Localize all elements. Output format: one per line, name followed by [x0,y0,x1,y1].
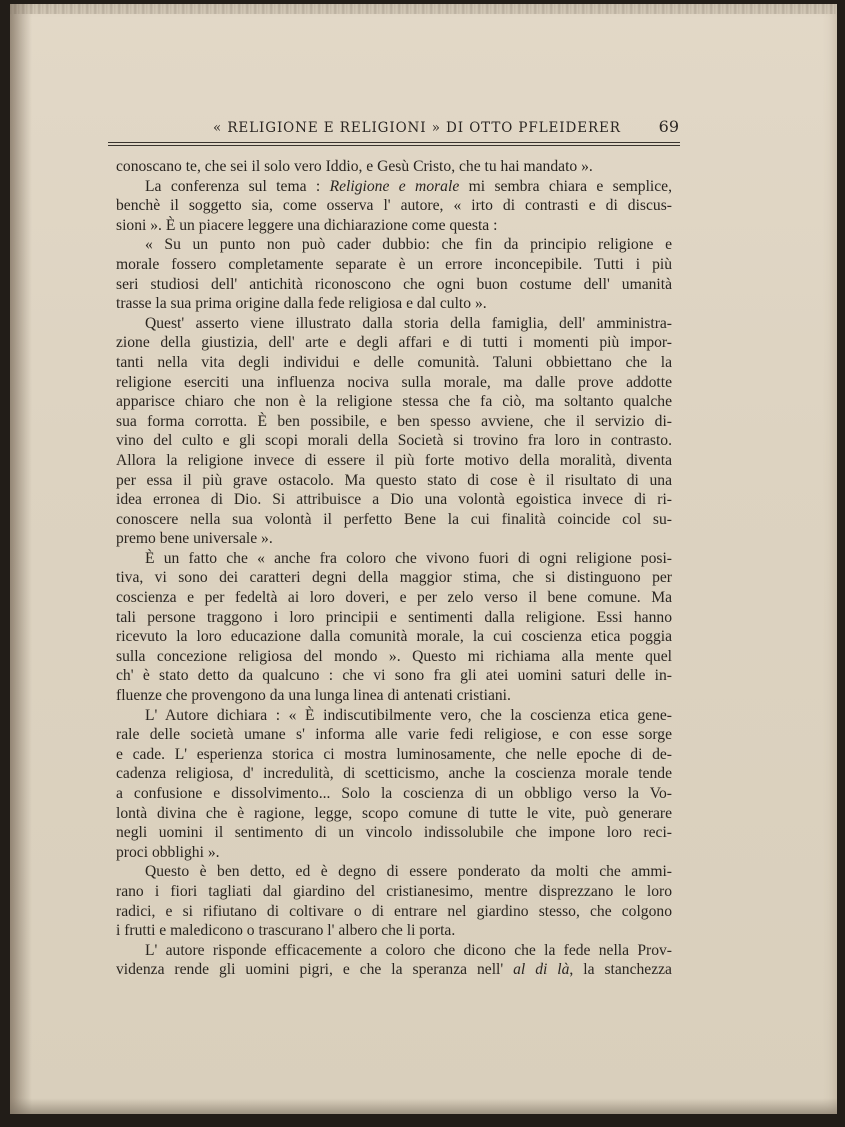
page-number: 69 [658,117,679,136]
text-line: lontà divina che è ragione, legge, scopo comune di tutte le vite, può generare [116,804,672,822]
text-line: premo bene universale ». [116,530,273,548]
text-line: rano i fiori tagliati dal giardino del cristianesimo, mentre disprezzano le loro [116,882,672,900]
text-line: i frutti e maledicono o trascurano l' albero che li porta. [116,922,456,940]
text-line: ricevuto la loro educazione dalla comunità morale, la cui coscienza etica poggia [116,628,672,646]
page-header [108,118,681,138]
text-line: fluenze che provengono da una lunga linea di antenati cristiani. [116,687,511,705]
text-line: idea erronea di Dio. Si attribuisce a Dio una volontà egoistica invece di ri- [116,491,672,509]
text-line: zione della giustizia, dell' arte e degli affari e di tutti i momenti più impor- [116,334,672,352]
text-line: tanti nella vita degli individui e delle comunità. Taluni obbiettano che la [116,353,672,371]
text-line: a confusione e dissolvimento... Solo la coscienza di un obbligo verso la Vo- [116,785,672,802]
page-bottom-edge [10,1098,837,1114]
text-line: apparisce chiaro che non è la religione stessa che fa ciò, ma soltanto qualche [116,393,672,411]
text-line: Quest' asserto viene illustrato dalla storia della famiglia, dell' amministra- [145,314,672,332]
text-line: Questo è ben detto, ed è degno di essere ponderato da molti che ammi- [145,863,672,881]
text-line: cadenza religiosa, d' incredulità, di scetticismo, anche la coscienza morale tende [116,765,672,783]
text-line: proci obblighi ». [116,843,220,861]
text-line: religione eserciti una influenza nociva sulla morale, ma dalle prove addotte [116,373,672,391]
text-line: vino del culto e gli scopi morali della Società si trovino fra loro in contrasto. [116,432,672,450]
body-text [116,157,672,980]
text-line: È un fatto che « anche fra coloro che vivono fuori di ogni religione posi- [145,549,672,567]
text-line: e cade. L' esperienza storica ci mostra luminosamente, che nelle epoche di de- [116,745,672,763]
text-line: coscienza e per fedeltà ai loro doveri, e per zelo verso il bene comune. Ma [116,589,672,607]
header-rule-double [108,145,680,146]
italic-title: Religione e morale [329,177,460,195]
text-line: radici, e si rifiutano di coltivare o di entrare nel giardino stesso, che colgono [116,902,672,920]
binding-shadow [10,4,32,1114]
text-line: rale delle società umane s' informa alle varie fedi religiose, e con esse sorge [116,726,672,744]
text-line: videnza rende gli uomini pigri, e che la speranza nell' al di là, la stanchezza [116,961,672,979]
text-line: tali persone traggono i loro principii e sentimenti dalla religione. Essi hanno [116,608,672,626]
header-rule [108,142,680,143]
italic-phrase: al di là [513,961,570,979]
text-line: tiva, vi sono dei caratteri degni della maggior stima, che si distinguono per [116,569,672,587]
text-line: L' Autore dichiara : « È indiscutibilmente vero, che la coscienza etica gene- [145,706,672,724]
text-line: ch' è stato detto da qualcuno : che vi sono fra gli atei uomini saturi delle in- [116,667,672,685]
text-line: « Su un punto non può cader dubbio: che fin da principio religione e [145,236,672,254]
text-line: negli uomini il sentimento di un vincolo indissolubile che impone loro reci- [116,824,672,842]
text-line: sulla concezione religiosa del mondo ». Questo mi richiama alla mente quel [116,647,672,665]
text-line: La conferenza sul tema : Religione e morale mi sembra chiara e semplice, [145,177,673,195]
text-line: conoscere nella sua volontà il perfetto Bene la cui finalità coincide col su- [116,510,672,528]
text-line: benchè il soggetto sia, come osserva l' autore, « irto di contrasti e di discus- [116,197,672,215]
text-line: sioni ». È un piacere leggere una dichiarazione come questa : [116,216,498,234]
text-line: sua forma corrotta. È ben possibile, e ben spesso avviene, che il servizio di- [116,412,672,430]
text-line: morale fossero completamente separate è un errore inconcepibile. Tutti i più [116,255,672,273]
text-line: Allora la religione invece di essere il più forte motivo della moralità, diventa [116,451,672,469]
running-head: « RELIGIONE E RELIGIONI » DI OTTO PFLEIDERER [213,120,621,136]
text-line: conoscano te, che sei il solo vero Iddio, e Gesù Cristo, che tu hai mandato ». [116,158,593,175]
text-line: per essa il più grave ostacolo. Ma questo stato di cose è il risultato di una [116,471,672,489]
text-line: seri studiosi dell' antichità riconoscono che ogni buon costume dell' umanità [116,275,672,293]
page-top-edge [10,4,837,14]
text-line: L' autore risponde efficacemente a coloro che dicono che la fede nella Prov- [145,941,672,959]
text-line: trasse la sua prima origine dalla fede religiosa e dal culto ». [116,295,487,313]
